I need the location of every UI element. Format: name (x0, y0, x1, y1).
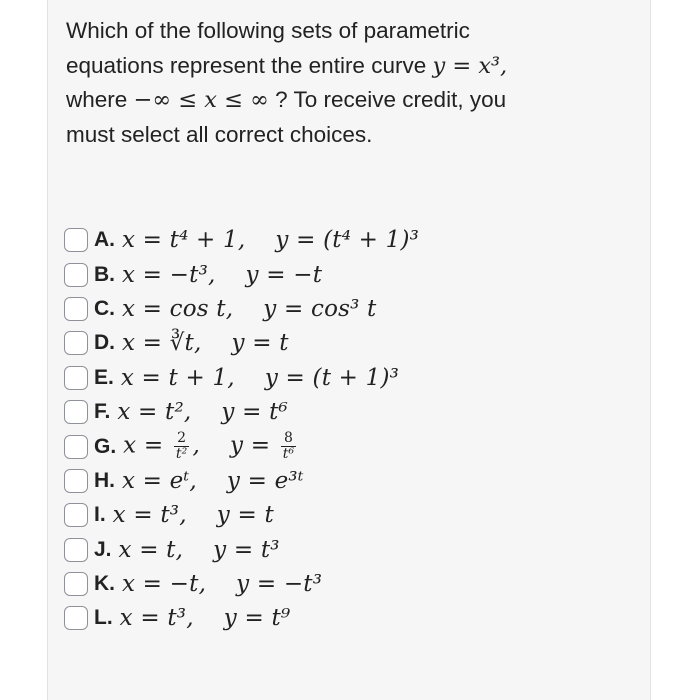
checkbox-b[interactable] (64, 263, 88, 287)
curve-equation: y = x³, (432, 52, 508, 79)
checkbox-k[interactable] (64, 572, 88, 596)
choice-equation: x = eᵗ, y = e³ᵗ (122, 467, 304, 494)
choice-equation: x = ∛t, y = t (122, 330, 289, 357)
choice-letter: F. (94, 400, 111, 424)
choice-a[interactable] (64, 223, 624, 257)
checkbox-g[interactable] (64, 435, 88, 459)
choice-l[interactable] (64, 601, 624, 635)
fraction-y (280, 431, 298, 462)
choice-equation: x = t², y = t⁶ (117, 399, 288, 426)
fraction-x (173, 431, 191, 462)
fraction-numerator: 2 (174, 431, 189, 447)
domain-inequality: −∞ ≤ x ≤ ∞ (133, 87, 269, 113)
choice-equation: x = t³, y = t⁹ (119, 605, 291, 632)
choice-letter: H. (94, 468, 115, 492)
choice-e[interactable] (64, 361, 624, 395)
choice-equation: x = −t³, y = −t (122, 261, 323, 288)
choice-letter: J. (94, 537, 112, 561)
choice-letter: B. (94, 262, 115, 286)
choice-letter: D. (94, 331, 115, 355)
choice-f[interactable] (64, 395, 624, 429)
question-text (66, 14, 626, 152)
checkbox-h[interactable] (64, 469, 88, 493)
choice-j[interactable] (64, 533, 624, 567)
choice-equation: x = cos t, y = cos³ t (122, 295, 377, 322)
checkbox-l[interactable] (64, 606, 88, 630)
choice-b[interactable] (64, 257, 624, 291)
equation-middle: , y = (192, 432, 278, 459)
choice-k[interactable] (64, 567, 624, 601)
fraction-denominator: t⁶ (282, 446, 295, 463)
equation-prefix: x = (123, 432, 171, 459)
choice-equation: x = −t, y = −t³ (122, 571, 323, 598)
choice-letter: A. (94, 228, 115, 252)
checkbox-f[interactable] (64, 400, 88, 424)
checkbox-e[interactable] (64, 366, 88, 390)
question-line-2 (66, 49, 626, 84)
choice-i[interactable] (64, 498, 624, 532)
choice-letter: L. (94, 606, 113, 630)
choice-letter: I. (94, 503, 106, 527)
choice-c[interactable] (64, 292, 624, 326)
question-line-3-prefix: where (66, 87, 134, 112)
choice-letter: K. (94, 572, 115, 596)
choice-g[interactable] (64, 429, 624, 463)
choice-h[interactable] (64, 464, 624, 498)
question-line-3 (66, 83, 626, 118)
fraction-numerator: 8 (281, 431, 296, 447)
choice-letter: E. (94, 365, 114, 389)
choice-equation (123, 431, 299, 462)
choice-letter: C. (94, 296, 115, 320)
checkbox-d[interactable] (64, 331, 88, 355)
fraction-denominator: t² (175, 446, 188, 463)
choice-equation: x = t⁴ + 1, y = (t⁴ + 1)³ (122, 227, 420, 254)
checkbox-j[interactable] (64, 538, 88, 562)
choice-equation: x = t³, y = t (112, 502, 274, 529)
question-line-3-suffix: ? To receive credit, you (268, 87, 507, 112)
choice-equation: x = t + 1, y = (t + 1)³ (120, 364, 400, 391)
checkbox-i[interactable] (64, 503, 88, 527)
choice-letter: G. (94, 434, 117, 458)
checkbox-a[interactable] (64, 228, 88, 252)
choice-list (64, 223, 624, 636)
choice-equation: x = t, y = t³ (118, 536, 280, 563)
question-line-4: must select all correct choices. (66, 121, 373, 147)
choice-d[interactable] (64, 326, 624, 360)
question-line-1: Which of the following sets of parametric (66, 18, 470, 43)
question-line-2-text: equations represent the entire curve (66, 52, 433, 78)
checkbox-c[interactable] (64, 297, 88, 321)
